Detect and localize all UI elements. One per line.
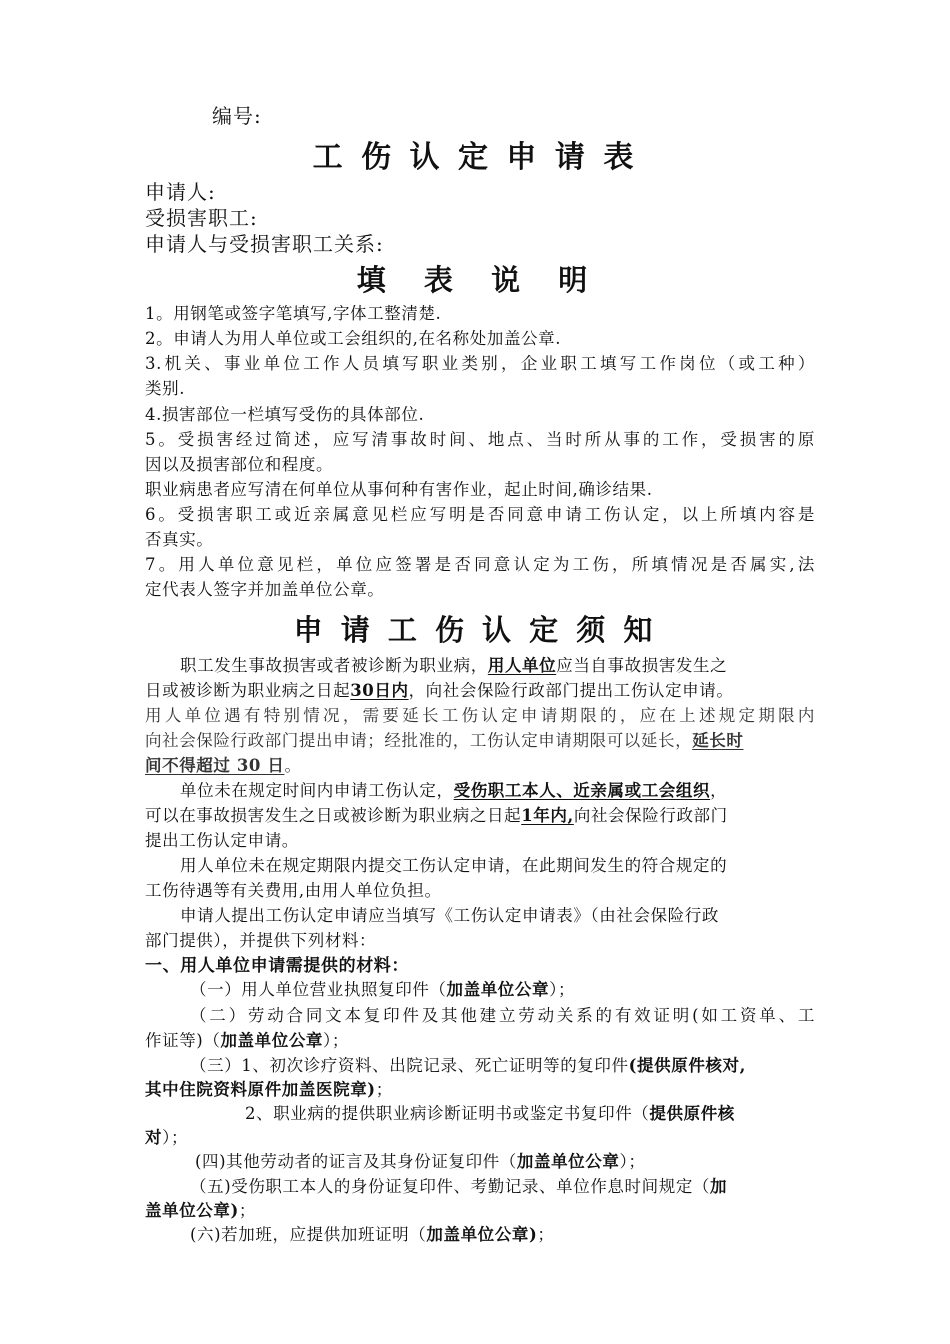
paragraph-line: 提出工伤认定申请。 [145,831,299,850]
instruction-line: 职业病患者应写清在何单位从事何种有害作业，起止时间,确诊结果. [145,480,653,499]
text-run: （三）1、初次诊疗资料、出院记录、死亡证明等的复印件 [190,1056,629,1075]
text-run: 向社会保险行政部门提出申请；经批准的，工伤认定申请期限可以延长， [145,731,693,750]
emphasis-extension: 间不得超过 30 日 [145,756,285,775]
material-item [190,1221,815,1245]
text-run: （一）用人单位营业执照复印件（ [190,980,447,999]
instruction-line: 6。受损害职工或近亲属意见栏应写明是否同意申请工伤认定，以上所填内容是 [145,505,815,524]
applicant-label: 申请人: [145,180,216,204]
emphasis-hospital-stamp: 其中住院资料原件加盖医院章) [145,1080,376,1099]
emphasis-original: (提供原件核对, [628,1056,746,1075]
emphasis-30-days: 30日内 [350,681,409,700]
text-run: (四)其他劳动者的证言及其身份证复印件（ [195,1152,517,1171]
text-run: 单位未在规定时间内申请工伤认定， [180,781,454,800]
text-run: 作证等)（ [145,1031,221,1050]
material-item [190,1052,815,1076]
text-run: (六)若加班，应提供加班证明（ [190,1225,427,1244]
relation-label: 申请人与受损害职工关系: [145,232,384,256]
emphasis-stamp: 加盖单位公章 [220,1031,324,1050]
text-run: 日或被诊断为职业病之日起 [145,681,351,700]
instruction-line: 1。用钢笔或签字笔填写,字体工整清楚. [145,304,442,323]
paragraph-line [145,727,815,751]
material-item: （二）劳动合同文本复印件及其他建立劳动关系的有效证明(如工资单、工 [190,1006,815,1025]
material-item [145,1124,815,1148]
text-run: ； [537,1225,555,1244]
text-run: ， [710,781,728,800]
text-run: ； [375,1080,393,1099]
material-item [145,1027,815,1051]
material-item [190,1173,815,1197]
form-title: 工 伤 认 定 申 请 表 [312,140,638,175]
emphasis-1-year: 1年内, [521,806,574,825]
paragraph-line: 用人单位未在规定期限内提交工伤认定申请，在此期间发生的符合规定的 [180,856,728,875]
paragraph-line [145,752,815,776]
paragraph-line: 工伤待遇等有关费用,由用人单位负担。 [145,881,442,900]
text-run: 。 [284,756,302,775]
section-heading: 一、用人单位申请需提供的材料： [145,956,409,976]
text-run: 向社会保险行政部门 [573,806,728,825]
emphasis-original: 提供原件核 [649,1104,735,1123]
emphasis-original: 对 [145,1128,163,1147]
paragraph-line: 申请人提出工伤认定申请应当填写《工伤认定申请表》（由社会保险行政 [180,906,719,925]
text-run: ，向社会保险行政部门提出工伤认定申请。 [408,681,734,700]
instruction-line: 4.损害部位一栏填写受伤的具体部位. [145,405,425,424]
instructions-title: 填 表 说 明 [356,263,594,297]
notice-title: 申 请 工 伤 认 定 须 知 [293,613,657,647]
paragraph-line [180,777,815,801]
emphasis-stamp: 加盖单位公章 [446,980,550,999]
instruction-line: 2。申请人为用人单位或工会组织的,在名称处加盖公章. [145,329,562,348]
text-run: （五)受伤职工本人的身份证复印件、考勤记录、单位作息时间规定（ [190,1177,711,1196]
emphasis-stamp: 加盖单位公章) [426,1225,538,1244]
paragraph-line [145,802,815,826]
text-run: 可以在事故损害发生之日或被诊断为职业病之日起 [145,806,522,825]
emphasis-stamp: 盖单位公章) [145,1201,239,1220]
instruction-line: 5。受损害经过简述，应写清事故时间、地点、当时所从事的工作，受损害的原 [145,430,815,449]
text-run: 职工发生事故损害或者被诊断为职业病， [180,656,488,675]
serial-number-label: 编号: [212,104,262,128]
text-run: 2、职业病的提供职业病诊断证明书或鉴定书复印件（ [245,1104,650,1123]
text-run: ）； [323,1031,349,1050]
instruction-line: 7。用人单位意见栏，单位应签署是否同意认定为工伤，所填情况是否属实,法 [145,555,815,574]
instruction-line: 否真实。 [145,530,214,549]
material-item [145,1197,815,1221]
material-item [195,1148,815,1172]
material-item [190,976,815,1000]
paragraph-line: 部门提供），并提供下列材料： [145,931,377,950]
emphasis-stamp: 加盖单位公章 [516,1152,620,1171]
injured-worker-label: 受损害职工: [145,206,258,230]
instruction-line: 定代表人签字并加盖单位公章。 [145,580,385,599]
text-run: ）； [162,1128,189,1147]
instruction-line: 3.机关、事业单位工作人员填写职业类别，企业职工填写工作岗位（或工种） [145,354,815,373]
text-run: ）； [619,1152,646,1171]
material-item [245,1100,815,1124]
instruction-line: 类别. [145,379,186,398]
paragraph-line [145,677,815,701]
emphasis-extension: 延长时 [692,731,744,750]
text-run: 应当自事故损害发生之 [556,656,728,675]
emphasis-employer: 用人单位 [487,656,557,675]
paragraph-line: 用人单位遇有特别情况，需要延长工伤认定申请期限的，应在上述规定期限内 [145,706,815,725]
text-run: ）； [549,980,576,999]
paragraph-line [180,652,815,676]
emphasis-workers: 受伤职工本人、近亲属或工会组织 [453,781,711,800]
instruction-line: 因以及损害部位和程度。 [145,455,334,474]
material-item [145,1076,815,1100]
text-run: ； [238,1201,257,1220]
emphasis-stamp: 加 [710,1177,728,1196]
